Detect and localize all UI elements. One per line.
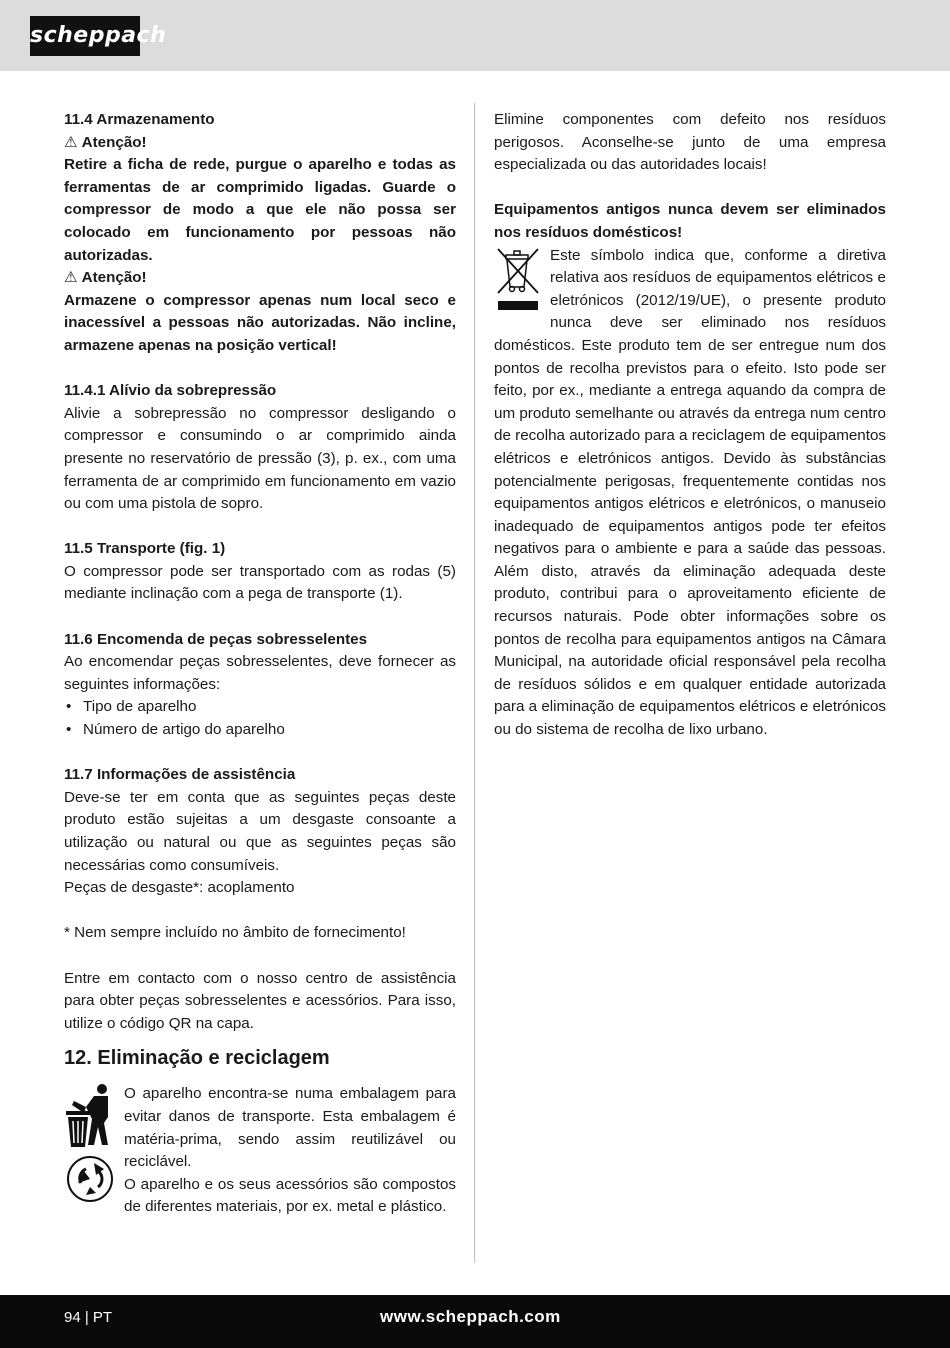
section-11-4-1-title: 11.4.1 Alívio da sobrepressão	[64, 382, 277, 400]
old-equipment-warning: Equipamentos antigos nunca devem ser eliminados nos resíduos domésticos!	[494, 201, 886, 241]
right-column	[494, 109, 886, 742]
section-12-title: 12. Eliminação e reciclagem	[64, 1047, 330, 1070]
attention-2-text: Armazene o compressor apenas num local seco e inacessível a pessoas não autorizadas. Não incline, armazene apenas na posição vertical!	[64, 291, 456, 354]
section-11-4-1-text: Alivie a sobrepressão no compressor desligando o compressor e consumindo o ar comprimido ainda presente no reservatório de pressão (3), p. ex., com uma ferramenta de ar comprimido em funcionamento em vazio ou com uma pistola de sopro.	[64, 404, 456, 513]
column-divider	[474, 103, 475, 1263]
section-11-6-title: 11.6 Encomenda de peças sobresselentes	[64, 630, 368, 648]
service-contact: Entre em contacto com o nosso centro de assistência para obter peças sobresselentes e acessórios. Para isso, utilize o código QR na capa.	[64, 969, 456, 1032]
list-item: • Número de artigo do aparelho	[64, 719, 456, 742]
warning-triangle-icon: ⚠	[64, 269, 78, 287]
spare-parts-info-list	[64, 696, 456, 741]
list-item: • Tipo de aparelho	[64, 696, 456, 719]
section-11-5-text: O compressor pode ser transportado com as rodas (5) mediante inclinação com a pega de transporte (1).	[64, 562, 456, 603]
website-link[interactable]: www.scheppach.com	[380, 1307, 561, 1326]
footnote: * Nem sempre incluído no âmbito de fornecimento!	[64, 924, 406, 942]
packaging-text: O aparelho encontra-se numa embalagem para evitar danos de transporte. Esta embalagem é matéria-prima, sendo assim reutilizável ou reciclável.	[124, 1085, 456, 1171]
section-11-6-text: Ao encomendar peças sobresselentes, deve fornecer as seguintes informações:	[64, 653, 456, 693]
weee-text: Este símbolo indica que, conforme a diretiva relativa aos resíduos de equipamentos elétricos e eletrónicos (2012/19/UE), o presente produto nunca deve ser eliminado nos resíduos domésticos. Este produto tem de ser entregue num dos pontos de recolha previstos para o efeito. Isto pode ser feito, por ex., mediante a entrega aquando da compra de um produto semelhante ou através da entrega num centro de recolha autorizado para a reciclagem de equipamentos elétricos e eletrónicos antigos. Devido às substâncias potencialmente perigosas, frequentemente contidas nos equipamentos antigos elétricos e eletrónicos, o manuseio inadequado de equipamentos antigos pode ter efeitos negativos para o ambiente e para a saúde das pessoas. Além disto, através da eliminação adequada deste produto, contribui para o aproveitamento eficiente de recursos naturais. Pode obter informações sobre os pontos de recolha para equipamentos antigos na Câmara Municipal, na autoridade oficial responsável pela recolha de resíduos sólidos e em qualquer entidade autorizada para a eliminação de equipamentos elétricos e eletrónicos ou do sistema de recolha de lixo urbano.	[494, 246, 886, 739]
attention-1: ⚠ Atenção!	[64, 132, 456, 155]
wear-parts: Peças de desgaste*: acoplamento	[64, 879, 295, 897]
page-number: 94 | PT	[64, 1309, 113, 1326]
section-11-7-title: 11.7 Informações de assistência	[64, 766, 296, 784]
packaging-icons	[64, 1083, 124, 1219]
materials-text: O aparelho e os seus acessórios são compostos de diferentes materiais, por ex. metal e plástico.	[124, 1175, 456, 1216]
left-column	[64, 109, 456, 1219]
crossed-bin-icon	[494, 245, 544, 321]
warning-triangle-icon: ⚠	[64, 133, 78, 151]
weee-symbol	[494, 245, 546, 323]
packaging-block	[64, 1083, 456, 1219]
defective-components-text: Elimine componentes com defeito nos resíduos perigosos. Aconselhe-se junto de uma empresa especializada ou das autoridades locais!	[494, 111, 886, 174]
section-11-5-title: 11.5 Transporte (fig. 1)	[64, 540, 226, 558]
page-header	[0, 0, 950, 71]
section-11-4-title: 11.4 Armazenamento	[64, 111, 215, 128]
section-11-7-text: Deve-se ter em conta que as seguintes peças deste produto estão sujeitas a um desgaste consoante a utilização ou natural ou que as seguintes peças são necessárias como consumíveis.	[64, 788, 456, 874]
attention-1-text: Retire a ficha de rede, purgue o aparelho e todas as ferramentas de ar comprimido ligadas. Guarde o compressor de modo a que ele não possa ser colocado em funcionamento por pessoas não autorizadas.	[64, 156, 456, 264]
recycle-bin-person-icon	[64, 1083, 120, 1211]
scheppach-logo: scheppach	[30, 16, 140, 56]
attention-2: ⚠ Atenção!	[64, 267, 456, 290]
page-footer	[0, 1295, 950, 1348]
